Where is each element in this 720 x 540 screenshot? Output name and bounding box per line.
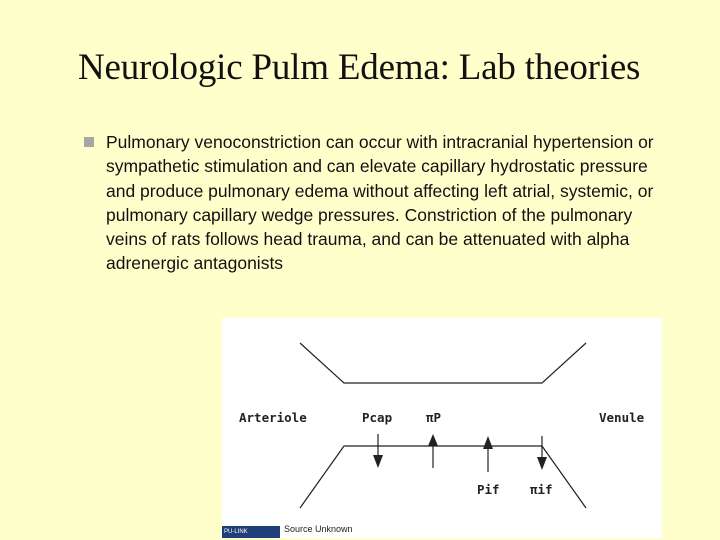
slide-title: Neurologic Pulm Edema: Lab theories — [78, 47, 641, 88]
credit-logo: PU-LINK — [222, 526, 280, 538]
pi-if-arrow-icon — [537, 436, 547, 470]
source-credit: Source Unknown — [284, 524, 353, 534]
venule-label: Venule — [599, 410, 645, 425]
pi-p-label: πP — [426, 410, 442, 425]
pif-label: Pif — [477, 482, 500, 497]
upper-vessel-wall — [300, 343, 586, 383]
pif-arrow-icon — [483, 436, 493, 472]
arteriole-label: Arteriole — [239, 410, 307, 425]
pcap-label: Pcap — [362, 410, 393, 425]
capillary-diagram — [222, 318, 662, 538]
square-bullet-icon — [84, 137, 94, 147]
lower-vessel-wall — [300, 446, 586, 508]
bullet-text: Pulmonary venoconstriction can occur with intracranial hypertension or sympathetic stimulation and can elevate capillary hydrostatic pressure and produce pulmonary edema without affecting left atrial, systemic, or pulmonary capillary wedge pressures. Constriction of the pulmonary veins of rats follows head trauma, and can be attenuated with alpha adrenergic antagonists — [106, 132, 654, 274]
capillary-diagram-svg — [222, 318, 662, 538]
pi-p-arrow-icon — [428, 434, 438, 468]
pcap-arrow-icon — [373, 434, 383, 468]
pi-if-label: πif — [530, 482, 553, 497]
